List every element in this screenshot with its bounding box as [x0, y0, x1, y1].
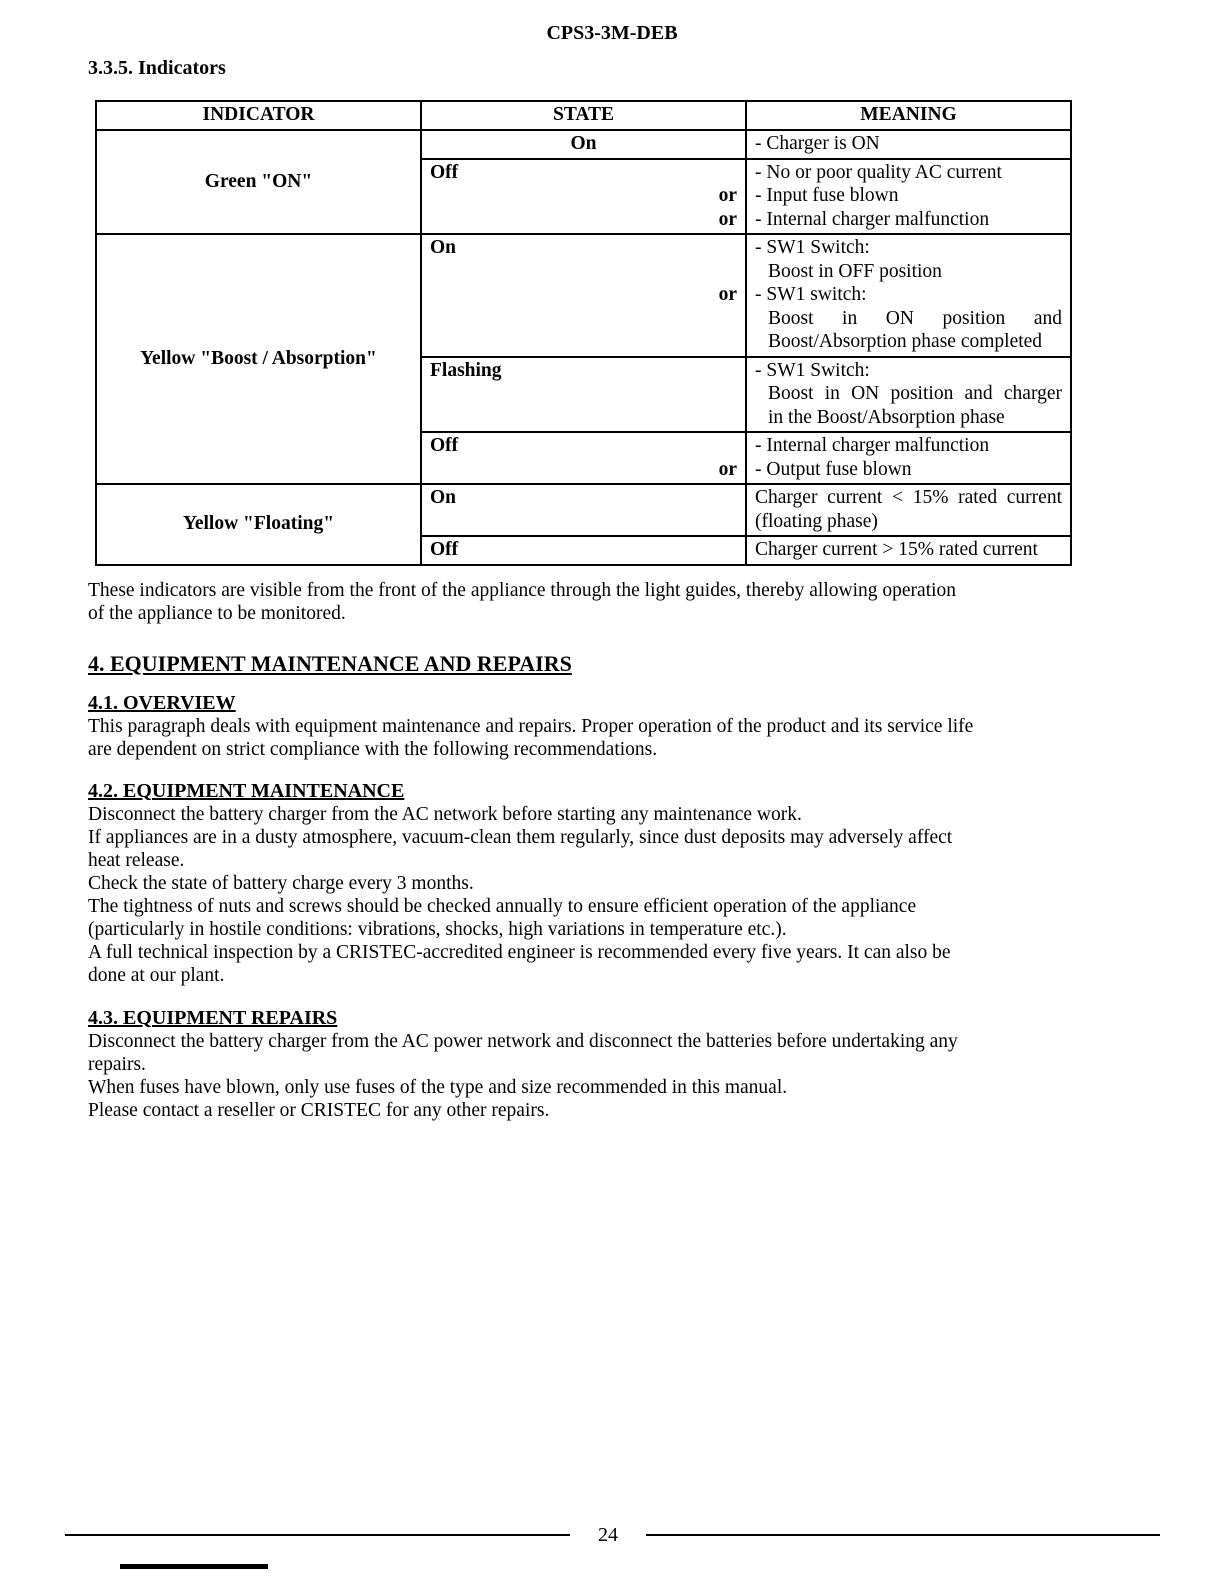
meaning-line: - No or poor quality AC current	[755, 161, 1002, 183]
meaning-line: - Internal charger malfunction	[755, 435, 990, 456]
paragraph-line: The tightness of nuts and screws should be checked annually to ensure efficient operation of the appliance	[88, 895, 917, 917]
section-41-paragraph	[88, 715, 1136, 761]
indicators-table	[95, 100, 1072, 566]
or-label: or	[718, 284, 737, 305]
paragraph-line: This paragraph deals with equipment maintenance and repairs. Proper operation of the product and its service life	[88, 715, 974, 737]
meaning-line: - Internal charger malfunction	[755, 208, 990, 230]
state-value: Off	[430, 435, 459, 456]
meaning-line: - Output fuse blown	[755, 458, 912, 480]
meaning-cell	[746, 536, 1071, 565]
page-footer	[65, 1524, 1160, 1546]
paragraph-line: Please contact a reseller or CRISTEC for any other repairs.	[88, 1099, 550, 1121]
state-cell	[421, 357, 746, 433]
paragraph-line: Check the state of battery charge every 3 months.	[88, 872, 474, 894]
meaning-line: in the Boost/Absorption phase	[768, 406, 1005, 428]
table-row	[96, 484, 1071, 536]
spacer	[430, 260, 737, 284]
section-41-heading: 4.1. OVERVIEW	[88, 691, 236, 714]
meaning-cell	[746, 234, 1071, 357]
footer-rule-right	[646, 1534, 1160, 1536]
meaning-line: (floating phase)	[755, 510, 878, 532]
state-cell	[421, 159, 746, 235]
meaning-cell	[746, 357, 1071, 433]
footnote-rule	[120, 1564, 268, 1569]
paragraph-line: If appliances are in a dusty atmosphere, vacuum-clean them regularly, since dust deposits may adversely affect	[88, 826, 953, 848]
section-4-heading: 4. EQUIPMENT MAINTENANCE AND REPAIRS	[88, 650, 572, 676]
paragraph-line: A full technical inspection by a CRISTEC-accredited engineer is recommended every five years. It can also be	[88, 941, 951, 963]
state-value: Flashing	[430, 359, 502, 381]
paragraph-line: These indicators are visible from the front of the appliance through the light guides, thereby allowing operation	[88, 579, 957, 601]
indicator-yellow-floating: Yellow "Floating"	[96, 484, 421, 565]
meaning-line: Charger current < 15% rated current	[755, 487, 1062, 508]
meaning-line: Charger current > 15% rated current	[755, 539, 1038, 560]
or-label: or	[718, 208, 737, 230]
document-title: CPS3-3M-DEB	[546, 22, 678, 44]
state-value: On	[430, 487, 457, 508]
paragraph-line: Disconnect the battery charger from the AC network before starting any maintenance work.	[88, 803, 802, 825]
indicators-note	[88, 579, 1136, 625]
table-header-row	[96, 101, 1071, 130]
meaning-cell	[746, 432, 1071, 484]
meaning-line: Boost in ON position and charger	[768, 383, 1062, 404]
paragraph-line: (particularly in hostile conditions: vibrations, shocks, high variations in temperature etc.).	[88, 918, 787, 940]
meaning-line: Boost/Absorption phase completed	[768, 331, 1043, 352]
state-value: On	[570, 133, 597, 154]
footer-rule-left	[65, 1534, 570, 1536]
meaning-line: Boost in OFF position	[768, 260, 942, 282]
table-row	[96, 130, 1071, 159]
meaning-line: - Input fuse blown	[755, 185, 899, 206]
section-43-heading: 4.3. EQUIPMENT REPAIRS	[88, 1006, 338, 1029]
section-335-heading: 3.3.5. Indicators	[88, 57, 226, 79]
column-header-state: STATE	[421, 101, 746, 130]
paragraph-line: repairs.	[88, 1053, 146, 1075]
indicator-yellow-boost: Yellow "Boost / Absorption"	[96, 234, 421, 484]
meaning-line: Boost in ON position and	[768, 307, 1062, 329]
meaning-line: - SW1 Switch:	[755, 359, 870, 381]
meaning-line: - SW1 switch:	[755, 284, 867, 305]
meaning-line: - SW1 Switch:	[755, 237, 870, 258]
meaning-cell	[746, 130, 1071, 159]
paragraph-line: of the appliance to be monitored.	[88, 602, 346, 624]
column-header-meaning: MEANING	[746, 101, 1071, 130]
state-value: Off	[430, 161, 459, 183]
state-value: Off	[430, 539, 459, 560]
table-row	[96, 234, 1071, 357]
paragraph-line: Disconnect the battery charger from the AC power network and disconnect the batteries before undertaking any	[88, 1030, 958, 1052]
state-cell	[421, 484, 746, 536]
state-cell	[421, 234, 746, 357]
paragraph-line: are dependent on strict compliance with the following recommendations.	[88, 738, 658, 760]
state-cell	[421, 130, 746, 159]
page-number: 24	[598, 1524, 618, 1546]
meaning-cell	[746, 484, 1071, 536]
indicator-green-on: Green "ON"	[96, 130, 421, 234]
column-header-indicator: INDICATOR	[96, 101, 421, 130]
state-cell	[421, 432, 746, 484]
section-42-paragraphs	[88, 803, 1136, 987]
section-43-paragraphs	[88, 1030, 1136, 1122]
state-value: On	[430, 237, 457, 258]
meaning-cell	[746, 159, 1071, 235]
state-cell	[421, 536, 746, 565]
meaning-line: - Charger is ON	[755, 133, 880, 154]
section-42-heading: 4.2. EQUIPMENT MAINTENANCE	[88, 779, 405, 802]
or-label: or	[718, 458, 737, 480]
paragraph-line: When fuses have blown, only use fuses of the type and size recommended in this manual.	[88, 1076, 788, 1098]
paragraph-line: done at our plant.	[88, 964, 225, 986]
or-label: or	[718, 185, 737, 206]
paragraph-line: heat release.	[88, 849, 185, 871]
